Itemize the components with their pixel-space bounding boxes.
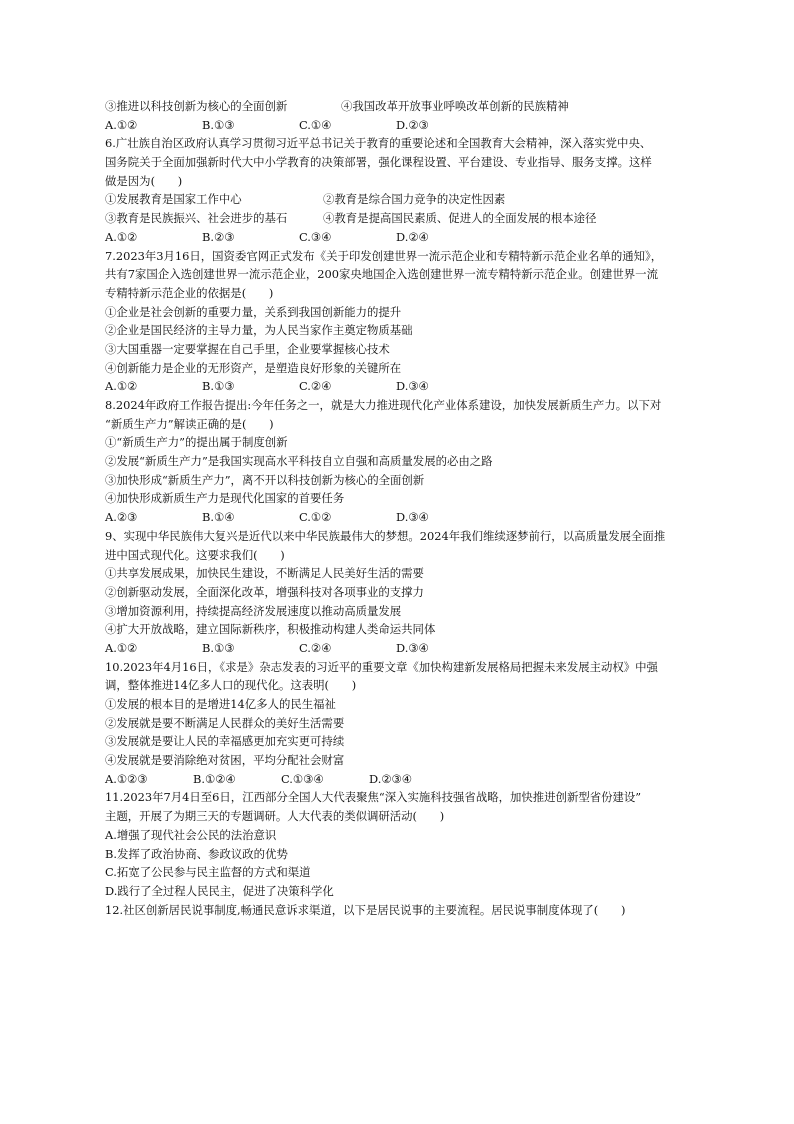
q11-option-d: D.践行了全过程人民民主，促进了决策科学化 bbox=[105, 883, 334, 898]
choice-b: B.②③ bbox=[202, 229, 235, 244]
choice-a: A.①② bbox=[105, 640, 138, 655]
q9-choices bbox=[105, 639, 695, 658]
q11-option-c: C.拓宽了公民参与民主监督的方式和渠道 bbox=[105, 865, 311, 880]
q8-option: ④加快形成新质生产力是现代化国家的首要任务 bbox=[105, 491, 345, 506]
question-11 bbox=[105, 788, 695, 900]
choice-d: D.②③④ bbox=[369, 771, 412, 786]
q8-option: ①“新质生产力”的提出属于制度创新 bbox=[105, 435, 288, 450]
question-6 bbox=[105, 134, 695, 246]
question-9 bbox=[105, 527, 695, 658]
choice-a: A.①② bbox=[105, 117, 138, 132]
choice-a: A.①② bbox=[105, 229, 138, 244]
q7-option: ②企业是国民经济的主导力量，为人民当家作主奠定物质基础 bbox=[105, 323, 413, 338]
q7-option: ④创新能力是企业的无形资产，是塑造良好形象的关键所在 bbox=[105, 360, 402, 375]
q6-option-3: ③教育是民族振兴、社会进步的基石 bbox=[105, 211, 288, 226]
q8-choices bbox=[105, 508, 695, 527]
exam-page bbox=[105, 97, 695, 919]
q10-stem-line: 调，整体推进14亿多人口的现代化。这表明( ) bbox=[105, 678, 357, 693]
q12-stem-line: 12.社区创新居民说事制度,畅通民意诉求渠道，以下是居民说事的主要流程。居民说事制度体现了( ) bbox=[105, 902, 626, 917]
q10-stem-line: 10.2023年4月16日，《求是》杂志发表的习近平的重要文章《加快构建新发展格局把握未来发展主动权》中强 bbox=[105, 659, 658, 674]
q7-choices bbox=[105, 377, 695, 396]
q9-stem-line: 9、实现中华民族伟大复兴是近代以来中华民族最伟大的梦想。2024年我们维续逐梦前行，以高质量发展全面推 bbox=[105, 528, 666, 543]
choice-d: D.③④ bbox=[396, 640, 429, 655]
q8-option: ③加快形成“新质生产力”，离不开以科技创新为核心的全面创新 bbox=[105, 472, 425, 487]
question-8 bbox=[105, 396, 695, 527]
q7-option: ①企业是社会创新的重要力量，关系到我国创新能力的提升 bbox=[105, 304, 402, 319]
top-statement-row bbox=[105, 97, 695, 116]
q10-option: ②发展就是要不断满足人民群众的美好生活需要 bbox=[105, 715, 345, 730]
q6-stem-line: 6.广壮族自治区政府认真学习贯彻习近平总书记关于教育的重要论述和全国教育大会精神，深入落实党中央、 bbox=[105, 136, 652, 151]
choice-a: A.②③ bbox=[105, 510, 138, 525]
choice-c: C.①④ bbox=[299, 117, 332, 132]
q11-option-a: A.增强了现代社会公民的法治意识 bbox=[105, 827, 277, 842]
q9-option: ④扩大开放战略，建立国际新秩序，积极推动构建人类命运共同体 bbox=[105, 622, 436, 637]
q6-option-row bbox=[105, 190, 695, 209]
question-12 bbox=[105, 901, 695, 920]
choice-c: C.①② bbox=[299, 510, 332, 525]
q8-stem-line: 8.2024年政府工作报告提出:今年任务之一，就是大力推进现代化产业体系建设，加快发展新质生产力。以下对 bbox=[105, 398, 662, 412]
q8-option: ②发展“新质生产力”是我国实现高水平科技自立自强和高质量发展的必由之路 bbox=[105, 454, 493, 469]
choice-b: B.①②④ bbox=[193, 771, 236, 786]
q9-stem-line: 进中国式现代化。这要求我们( ) bbox=[105, 547, 285, 562]
q10-option: ③发展就是要让人民的幸福感更加充实更可持续 bbox=[105, 734, 345, 749]
top-statement-4: ④我国改革开放事业呼唤改革创新的民族精神 bbox=[341, 99, 569, 113]
choice-c: C.②④ bbox=[299, 379, 332, 394]
choice-b: B.①③ bbox=[202, 379, 235, 394]
q11-stem-line: 11.2023年7月4日至6日，江西部分全国人大代表聚焦“深入实施科技强省战略，加快推进创新型省份建设” bbox=[105, 790, 642, 805]
q9-option: ②创新驱动发展，全面深化改革，增强科技对各项事业的支撑力 bbox=[105, 584, 424, 599]
choice-c: C.②④ bbox=[299, 640, 332, 655]
choice-d: D.②③ bbox=[396, 117, 429, 132]
q7-stem-line: 7.2023年3月16日，国资委官网正式发布《关于印发创建世界一流示范企业和专精特新示范企业名单的通知》， bbox=[105, 248, 663, 263]
choice-a: A.①② bbox=[105, 379, 138, 394]
question-10 bbox=[105, 658, 695, 789]
q9-option: ③增加资源利用，持续提高经济发展速度以推动高质量发展 bbox=[105, 603, 402, 618]
q9-option: ①共享发展成果，加快民生建设，不断满足人民美好生活的需要 bbox=[105, 566, 424, 581]
q7-stem-line: 共有7家国企入选创建世界一流示范企业，200家央地国企入选创建世界一流专精特新示范企业。创建世界一流 bbox=[105, 267, 658, 282]
q6-option-1: ①发展教育是国家工作中心 bbox=[105, 192, 242, 207]
q6-option-row bbox=[105, 209, 695, 228]
q6-stem-line: 做是因为( ) bbox=[105, 173, 183, 188]
q7-option: ③大国重器一定要掌握在自己手里，企业要掌握核心技术 bbox=[105, 341, 390, 356]
q8-stem-line: “新质生产力”解读正确的是( ) bbox=[105, 416, 274, 431]
choice-a: A.①②③ bbox=[105, 771, 148, 786]
q11-stem-line: 主题，开展了为期三天的专题调研。人大代表的类似调研活动( ) bbox=[105, 809, 445, 824]
top-statement-3: ③推进以科技创新为核心的全面创新 bbox=[105, 99, 288, 113]
choice-c: C.③④ bbox=[299, 229, 332, 244]
choice-b: B.①③ bbox=[202, 640, 235, 655]
choice-b: B.①④ bbox=[202, 510, 235, 525]
q6-option-4: ④教育是提高国民素质、促进人的全面发展的根本途径 bbox=[323, 211, 597, 226]
choice-d: D.③④ bbox=[396, 379, 429, 394]
q6-option-2: ②教育是综合国力竞争的决定性因素 bbox=[323, 192, 506, 207]
q10-option: ①发展的根本目的是增进14亿多人的民生福祉 bbox=[105, 697, 336, 711]
question-7 bbox=[105, 247, 695, 397]
q10-option: ④发展就是要消除绝对贫困，平均分配社会财富 bbox=[105, 753, 345, 768]
choice-d: D.③④ bbox=[396, 510, 429, 525]
q6-choices bbox=[105, 228, 695, 247]
q7-stem-line: 专精特新示范企业的依据是( ) bbox=[105, 285, 274, 300]
choice-b: B.①③ bbox=[202, 117, 235, 132]
choice-d: D.②④ bbox=[396, 229, 429, 244]
choice-c: C.①③④ bbox=[281, 771, 324, 786]
q11-option-b: B.发挥了政治协商、参政议政的优势 bbox=[105, 846, 288, 861]
top-choices bbox=[105, 116, 695, 135]
q10-choices bbox=[105, 770, 695, 789]
q6-stem-line: 国务院关于全面加强新时代大中小学教育的决策部署，强化课程设置、平台建设、专业指导、服务支撑。这样 bbox=[105, 155, 652, 170]
